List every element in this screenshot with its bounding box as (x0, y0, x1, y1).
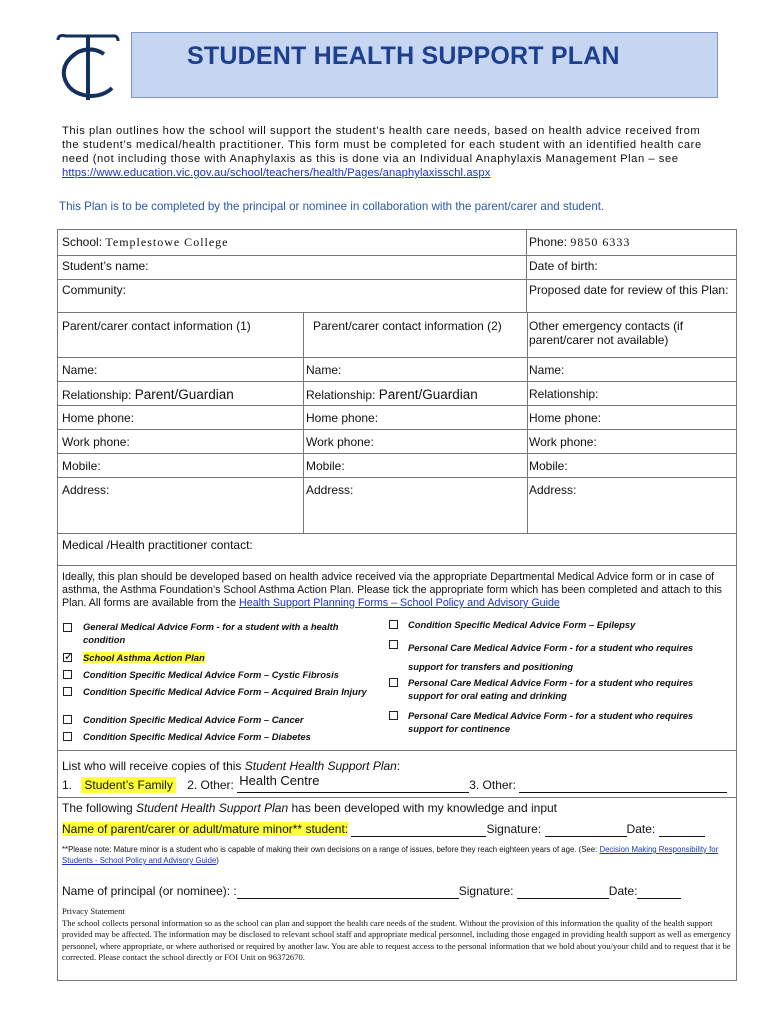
parent-name-input[interactable] (351, 822, 486, 837)
option-cancer-label: Condition Specific Medical Advice Form – Cancer (83, 714, 304, 725)
contact-2-work-phone[interactable]: Work phone: (306, 435, 374, 449)
copies-label: List who will receive copies of this Student Health Support Plan: (62, 759, 401, 773)
decision-making-link[interactable]: Decision Making Responsibility for Students - School Policy and Advisory Guide (62, 845, 719, 865)
contact-2-home-phone[interactable]: Home phone: (306, 411, 379, 425)
contact-1-relationship[interactable] (62, 387, 234, 402)
principal-name-input[interactable] (237, 884, 459, 899)
page-title: STUDENT HEALTH SUPPORT PLAN (187, 42, 620, 70)
option-general-label: General Medical Advice Form - for a student with a health condition (83, 621, 339, 645)
contact-2-address[interactable]: Address: (306, 483, 354, 497)
health-support-forms-link[interactable]: Health Support Planning Forms – School Policy and Advisory Guide (239, 597, 560, 609)
option-brain-injury-checkbox[interactable] (63, 687, 72, 696)
contact-3-home-phone[interactable]: Home phone: (529, 411, 602, 425)
practitioner-field[interactable]: Medical /Health practitioner contact: (62, 538, 253, 552)
option-epilepsy-checkbox[interactable] (389, 620, 398, 629)
contact-1-work-phone[interactable]: Work phone: (62, 435, 130, 449)
advice-text: Ideally, this plan should be developed based on health advice received via the appropriate Departmental Medical Advice form or in case of asthma, the Asthma Foundation’s School Asthma Action Plan. Please tick the appropriate form which has been completed and attach to this Plan. All forms are available from the (62, 571, 722, 609)
option-cystic-fibrosis-checkbox[interactable] (63, 670, 72, 679)
option-diabetes-label: Condition Specific Medical Advice Form – Diabetes (83, 731, 311, 742)
option-epilepsy-label: Condition Specific Medical Advice Form – Epilepsy (408, 619, 636, 630)
relationship-value-1: Parent/Guardian (134, 387, 234, 402)
option-asthma-label: School Asthma Action Plan (83, 652, 205, 663)
contact-2-header: Parent/carer contact information (2) (313, 319, 502, 333)
principal-label: Name of principal (or nominee): : (62, 884, 237, 898)
contact-1-mobile[interactable]: Mobile: (62, 459, 101, 473)
parent-signature-input[interactable] (545, 822, 627, 837)
contact-3-mobile[interactable]: Mobile: (529, 459, 568, 473)
contact-3-header: Other emergency contacts (if parent/carer not available) (529, 319, 684, 347)
relationship-value-2: Parent/Guardian (378, 387, 478, 402)
copy-recipient-1[interactable]: Student’s Family (81, 777, 175, 793)
contact-3-relationship[interactable]: Relationship: (529, 387, 599, 401)
contact-1-address[interactable]: Address: (62, 483, 110, 497)
contact-3-work-phone[interactable]: Work phone: (529, 435, 597, 449)
anaphylaxis-link[interactable]: https://www.education.vic.gov.au/school/teachers/health/Pages/anaphylaxisschl.aspx (62, 167, 491, 179)
option-transfers-checkbox[interactable] (389, 640, 398, 649)
contact-1-name[interactable]: Name: (62, 363, 98, 377)
relationship-label: Relationship: (62, 388, 132, 402)
copies-line: 1. Student’s Family 2. Other: Health Centre 3. Other: (62, 778, 727, 793)
principal-date-input[interactable] (637, 884, 681, 899)
principal-signature-input[interactable] (517, 884, 609, 899)
copy-recipient-2[interactable]: Health Centre (239, 773, 320, 788)
option-general-checkbox[interactable] (63, 623, 72, 632)
contact-1-header: Parent/carer contact information (1) (62, 319, 251, 333)
mature-minor-note: **Please note: Mature minor is a student who is capable of making their own decisions on a range of issues, before they reach eighteen years of age. (See: Decision Making Responsibility for Students - School Policy and Advisory Guide) (62, 845, 719, 865)
relationship-label: Relationship: (306, 388, 376, 402)
principal-signature-line: Name of principal (or nominee): : Signature: Date: (62, 884, 681, 899)
option-cystic-fibrosis-label: Condition Specific Medical Advice Form – Cystic Fibrosis (83, 669, 339, 680)
college-logo (52, 32, 122, 104)
intro-body: This plan outlines how the school will support the student’s health care needs, based on health advice received from the student’s medical/health practitioner. This form must be completed for each student with an identified health care need (not including those with Anaphylaxis as this is done via an Individual Anaphylaxis Management Plan – see (62, 125, 702, 165)
agreement-statement: The following Student Health Support Plan has been developed with my knowledge and input (62, 801, 558, 815)
option-diabetes-checkbox[interactable] (63, 732, 72, 741)
contact-2-name[interactable]: Name: (306, 363, 342, 377)
completion-note: This Plan is to be completed by the principal or nominee in collaboration with the parent/carer and student. (59, 200, 605, 213)
review-date-field[interactable]: Proposed date for review of this Plan: (529, 283, 729, 297)
option-continence-label: Personal Care Medical Advice Form - for a student who requires support for continence (408, 710, 694, 734)
intro-text (62, 124, 712, 180)
contact-1-home-phone[interactable]: Home phone: (62, 411, 135, 425)
phone-label: Phone: (529, 235, 568, 249)
privacy-text: The school collects personal information so as the school can plan and support the health care needs of the student. Without the provision of this information the quality of the health support provided may be affected. The information may be disclosed to relevant school staff and appropriate medical personnel, including those engaged in providing health support as well as emergency personnel, where appropriate, or where authorised or required by another law. You are able to request access to the personal information that we hold about you/your child and to request that it be corrected. Please contact the school directly or FOI Unit on 96372670. (62, 917, 731, 962)
option-asthma-checkbox[interactable] (63, 653, 72, 662)
contact-2-mobile[interactable]: Mobile: (306, 459, 345, 473)
community-field[interactable]: Community: (62, 283, 127, 297)
school-label: School: (62, 235, 103, 249)
student-name-field[interactable]: Student’s name: (62, 259, 149, 273)
dob-field[interactable]: Date of birth: (529, 259, 598, 273)
option-eating-label: Personal Care Medical Advice Form - for a student who requires support for oral eating and drinking (408, 677, 694, 701)
privacy-title: Privacy Statement (62, 906, 125, 916)
parent-date-input[interactable] (659, 822, 705, 837)
advice-paragraph (62, 571, 734, 610)
contact-2-relationship[interactable] (306, 387, 478, 402)
option-eating-checkbox[interactable] (389, 678, 398, 687)
option-continence-checkbox[interactable] (389, 711, 398, 720)
contact-3-name[interactable]: Name: (529, 363, 565, 377)
option-transfers-label: Personal Care Medical Advice Form - for a student who requires support for transfers and positioning (408, 642, 694, 672)
parent-name-label: Name of parent/carer or adult/mature minor** student: (62, 822, 349, 836)
school-value[interactable]: Templestowe College (105, 235, 229, 249)
option-brain-injury-label: Condition Specific Medical Advice Form – Acquired Brain Injury (83, 686, 367, 697)
privacy-statement (62, 906, 734, 964)
option-cancer-checkbox[interactable] (63, 715, 72, 724)
phone-value[interactable]: 9850 6333 (570, 235, 631, 249)
copy-recipient-3[interactable] (519, 778, 727, 793)
contact-3-address[interactable]: Address: (529, 483, 577, 497)
parent-signature-line: Name of parent/carer or adult/mature minor** student: Signature: Date: (62, 822, 705, 837)
